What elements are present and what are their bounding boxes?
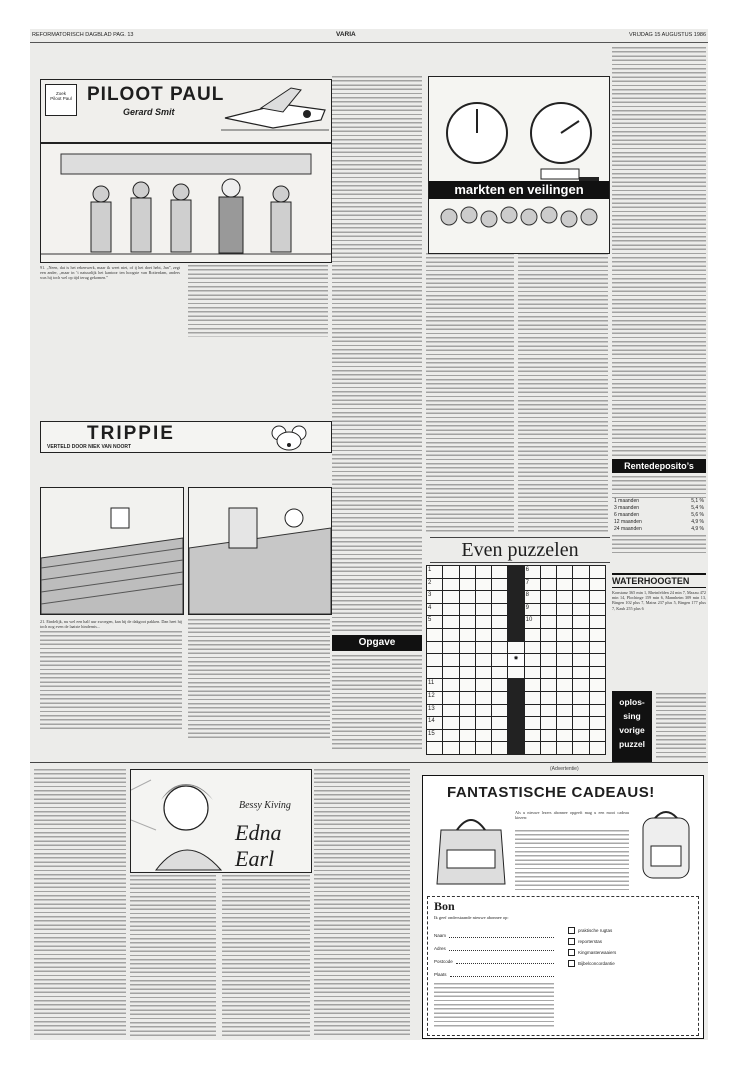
puzzle-cell[interactable] (508, 742, 523, 754)
puzzle-cell[interactable] (460, 604, 475, 616)
opgave-text (332, 655, 422, 751)
puzzle-cell[interactable] (525, 629, 540, 641)
trippie-roof-drawing-1 (41, 488, 183, 614)
checkbox-icon[interactable] (568, 938, 575, 945)
puzzle-cell[interactable] (492, 730, 507, 742)
puzzle-cell[interactable] (557, 566, 572, 578)
puzzle-cell[interactable] (492, 604, 507, 616)
puzzle-cell[interactable] (557, 629, 572, 641)
puzzle-cell[interactable] (525, 654, 540, 666)
puzzle-cell[interactable] (541, 717, 556, 729)
puzzle-cell[interactable] (492, 717, 507, 729)
puzzle-cell[interactable] (590, 566, 605, 578)
rente-rate: 4,9 % (691, 519, 704, 525)
puzzle-cell[interactable] (492, 742, 507, 754)
puzzle-cell[interactable] (492, 667, 507, 679)
puzzle-cell[interactable]: 9 (525, 604, 540, 616)
puzzle-cell[interactable] (443, 566, 458, 578)
puzzle-cell[interactable] (460, 629, 475, 641)
puzzle-cell[interactable] (476, 692, 491, 704)
serial-title: Edna Earl (235, 820, 282, 871)
puzzle-cell[interactable] (573, 616, 588, 628)
puzzle-cell[interactable] (460, 667, 475, 679)
puzzle-cell[interactable] (557, 579, 572, 591)
bon-field-input[interactable] (449, 931, 554, 938)
bon-coupon[interactable] (427, 896, 699, 1036)
rente-table (612, 498, 706, 533)
rente-footnote (612, 535, 706, 555)
puzzle-cell[interactable] (590, 642, 605, 654)
puzzle-cell[interactable] (476, 566, 491, 578)
puzzle-cell[interactable] (460, 742, 475, 754)
puzzle-cell[interactable] (443, 742, 458, 754)
puzzle-cell[interactable]: 4 (427, 604, 442, 616)
puzzle-cell[interactable] (573, 717, 588, 729)
puzzle-cell[interactable] (541, 579, 556, 591)
bon-option-label: praktische rugtas (578, 928, 613, 933)
right-report-col (612, 47, 706, 457)
puzzle-cell[interactable] (460, 591, 475, 603)
puzzle-cell[interactable] (460, 654, 475, 666)
puzzle-cell[interactable] (443, 591, 458, 603)
piloot-paul-header (40, 79, 332, 143)
puzzle-cell[interactable] (590, 591, 605, 603)
puzzle-cell[interactable] (443, 692, 458, 704)
bon-option[interactable] (568, 936, 692, 947)
checkbox-icon[interactable] (568, 960, 575, 967)
puzzle-cell[interactable] (525, 705, 540, 717)
puzzle-cell[interactable] (460, 692, 475, 704)
piloot-caption-text: 91. „Neen, dat is het rekenwerk, maar ik weet niet, of ij het doet hebt, Jan”, zegt een ander, „maar in ’t natuurlijk het kantoor ten hoogste van Rotterdam, anders was hij toch wel op tijd terug gekomen.” (40, 265, 180, 281)
cadeaus-intro-text: Als u nieuwe lezers abonnee opgeeft mag u een mooi cadeau kiezen: (515, 810, 629, 821)
bon-title: Bon (434, 899, 455, 913)
water-title: WATERHOOGTEN (612, 573, 706, 588)
puzzle-cell[interactable] (573, 579, 588, 591)
puzzle-cell[interactable] (492, 579, 507, 591)
trippie-subtitle: VERTELD DOOR NIEK VAN NOORT (47, 444, 132, 450)
rente-term: 3 maanden (614, 505, 640, 511)
piloot-paul-panel (40, 143, 332, 263)
bon-fields (434, 925, 554, 977)
puzzle-cell[interactable] (508, 730, 523, 742)
checkbox-icon[interactable] (568, 927, 575, 934)
puzzle-cell[interactable] (427, 667, 442, 679)
bon-option[interactable] (568, 947, 692, 958)
header-center: VARIA (336, 31, 356, 38)
puzzle-cell[interactable] (590, 742, 605, 754)
puzzle-cell[interactable]: 12 (427, 692, 442, 704)
puzzle-cell[interactable]: 11 (427, 679, 442, 691)
header-left: REFORMATORISCH DAGBLAD PAG. 13 (32, 32, 134, 38)
puzzle-cell[interactable] (573, 604, 588, 616)
puzzle-cell[interactable] (508, 667, 523, 679)
cadeaus-options-text (515, 830, 629, 890)
puzzle-cell[interactable] (443, 654, 458, 666)
puzzle-cell[interactable] (525, 667, 540, 679)
puzzle-cell[interactable] (541, 654, 556, 666)
puzzle-cell[interactable] (557, 654, 572, 666)
puzzle-cell[interactable] (573, 730, 588, 742)
puzzle-cell[interactable] (443, 730, 458, 742)
puzzle-cell[interactable] (443, 629, 458, 641)
market-report-col3 (518, 253, 608, 533)
oplossing-box (612, 691, 652, 763)
rente-row (612, 512, 706, 519)
puzzle-cell[interactable] (541, 616, 556, 628)
puzzle-cell[interactable]: 15 (427, 730, 442, 742)
rente-rate: 5,4 % (691, 505, 704, 511)
puzzle-cell[interactable] (476, 679, 491, 691)
page-header (30, 29, 708, 43)
cadeaus-intro (515, 810, 629, 826)
puzzle-cell[interactable] (541, 667, 556, 679)
puzzle-cell[interactable] (508, 604, 523, 616)
advertentie-label: (Advertentie) (550, 766, 579, 772)
puzzle-cell[interactable] (427, 629, 442, 641)
rente-term: 1 maanden (614, 498, 640, 504)
puzzle-cell[interactable] (590, 616, 605, 628)
puzzle-cell[interactable] (557, 604, 572, 616)
rente-term: 12 maanden (614, 519, 642, 525)
puzzle-cell[interactable] (492, 629, 507, 641)
bon-field-row[interactable] (434, 925, 554, 938)
trippie-caption-col2 (188, 619, 330, 739)
bon-field-label: Postcode (434, 959, 453, 964)
rente-row (612, 498, 706, 505)
trippie-caption-text: 21. Eindelijk, nu wel een half uur zwoegen, kan hij de dakgoot pakken. Dan heet hij toch nog even de laatste hindernis... (40, 619, 182, 630)
market-report-col2 (426, 253, 514, 533)
bon-field-row[interactable] (434, 964, 554, 977)
puzzle-cell[interactable] (508, 692, 523, 704)
puzzle-cell[interactable] (492, 566, 507, 578)
bon-options (568, 925, 692, 969)
puzzel-title: Even puzzelen (430, 537, 610, 563)
puzzle-cell[interactable] (573, 629, 588, 641)
puzzle-cell[interactable] (460, 616, 475, 628)
puzzle-cell[interactable] (427, 642, 442, 654)
puzzle-cell[interactable] (573, 679, 588, 691)
puzzle-cell[interactable] (460, 730, 475, 742)
bon-field-input[interactable] (449, 944, 554, 951)
puzzle-cell[interactable] (525, 642, 540, 654)
puzzle-cell[interactable] (443, 616, 458, 628)
edna-earl-illustration (130, 769, 312, 873)
puzzle-cell[interactable] (492, 705, 507, 717)
puzzle-cell[interactable] (460, 566, 475, 578)
puzzle-cell[interactable]: 8 (525, 591, 540, 603)
puzzle-cell[interactable] (573, 642, 588, 654)
puzzle-cell[interactable] (443, 642, 458, 654)
cadeaus-advertisement (422, 775, 704, 1039)
puzzle-cell[interactable] (573, 742, 588, 754)
puzzle-cell[interactable] (443, 717, 458, 729)
rente-term: 24 maanden (614, 526, 642, 532)
puzzle-cell[interactable] (557, 692, 572, 704)
puzzle-cell[interactable] (508, 642, 523, 654)
oplossing-line-4: puzzel (619, 739, 645, 749)
rente-rate: 5,6 % (691, 512, 704, 518)
badge-line-1: Zoek (55, 91, 66, 96)
puzzle-cell[interactable] (476, 616, 491, 628)
puzzle-cell[interactable] (443, 705, 458, 717)
puzzle-cell[interactable] (492, 616, 507, 628)
puzzle-cell[interactable] (557, 717, 572, 729)
puzzle-cell[interactable]: 3 (427, 591, 442, 603)
trippie-roof-drawing-2 (189, 488, 331, 614)
puzzle-cell[interactable] (541, 642, 556, 654)
puzzle-cell[interactable] (508, 717, 523, 729)
puzzle-cell[interactable] (590, 717, 605, 729)
puzzle-cell[interactable] (476, 667, 491, 679)
puzzle-cell[interactable] (508, 705, 523, 717)
bon-option[interactable] (568, 925, 692, 936)
puzzle-cell[interactable] (460, 679, 475, 691)
puzzle-cell[interactable] (525, 679, 540, 691)
piloot-badge (45, 84, 77, 116)
opgave-title: Opgave (332, 635, 422, 651)
markten-title: markten en veilingen (429, 181, 609, 199)
trippie-caption-lines (40, 631, 182, 731)
bon-intro: Ik geef onderstaande nieuwe abonnee op: (434, 915, 509, 920)
puzzle-cell[interactable]: 13 (427, 705, 442, 717)
rente-title: Rentedeposito’s (612, 459, 706, 473)
puzzle-cell[interactable] (460, 579, 475, 591)
trippie-panel-2 (188, 487, 332, 615)
puzzle-cell[interactable] (573, 705, 588, 717)
bon-field-label: Adres (434, 946, 446, 951)
market-report-col1b (332, 537, 422, 631)
puzzle-cell[interactable] (460, 717, 475, 729)
puzzle-cell[interactable] (590, 730, 605, 742)
puzzle-cell[interactable] (590, 579, 605, 591)
oplossing-line-1: oplos- (619, 697, 645, 707)
bon-field-input[interactable] (450, 970, 554, 977)
backpack-illustration (633, 806, 699, 886)
puzzle-center-star: ✸ (508, 654, 523, 666)
puzzle-cell[interactable]: 6 (525, 566, 540, 578)
puzzle-cell[interactable]: 1 (427, 566, 442, 578)
oplossing-line-2: sing (623, 711, 641, 721)
puzzle-cell[interactable] (492, 654, 507, 666)
puzzle-cell[interactable] (525, 730, 540, 742)
puzzle-cell[interactable] (541, 692, 556, 704)
rente-row (612, 519, 706, 526)
puzzle-cell[interactable] (508, 616, 523, 628)
puzzle-cell[interactable] (443, 667, 458, 679)
rente-term: 6 maanden (614, 512, 640, 518)
puzzle-cell[interactable] (476, 730, 491, 742)
puzzle-cell[interactable] (590, 705, 605, 717)
newspaper-page (30, 29, 708, 1040)
bon-terms (434, 983, 554, 1029)
checkbox-icon[interactable] (568, 949, 575, 956)
puzzle-cell[interactable] (557, 705, 572, 717)
bon-option-label: reporterstas (578, 939, 603, 944)
puzzle-cell[interactable] (476, 717, 491, 729)
puzzle-cell[interactable] (573, 667, 588, 679)
markten-illustration (428, 76, 610, 254)
puzzle-grid[interactable] (426, 565, 606, 755)
puzzle-cell[interactable] (541, 629, 556, 641)
oplossing-text (656, 693, 706, 759)
puzzle-cell[interactable] (508, 629, 523, 641)
puzzle-cell[interactable] (443, 679, 458, 691)
puzzle-cell[interactable] (573, 692, 588, 704)
puzzle-cell[interactable] (525, 692, 540, 704)
water-lead: Konstanz 365 min 1, Rheinfelden 24 min 7, Maxau 472 min 14, Plochinge 159 min 6, Mannheim 309 min 13, Bingen 102 plus 7, Mainz 237 plus 5, Bingen 177 plus 7, Kaub 255 plus 6 (612, 590, 706, 611)
bon-field-row[interactable] (434, 938, 554, 951)
bon-field-label: Naam (434, 933, 447, 938)
puzzle-cell[interactable] (476, 629, 491, 641)
trippie-header (40, 421, 332, 453)
piloot-caption (40, 265, 180, 337)
puzzle-cell[interactable]: 14 (427, 717, 442, 729)
rentedeposito-box (612, 459, 706, 571)
bon-field-row[interactable] (434, 951, 554, 964)
author-name: Bessy Kiving (239, 800, 291, 811)
puzzle-cell[interactable]: 7 (525, 579, 540, 591)
puzzle-cell[interactable] (590, 679, 605, 691)
rente-rate: 4,9 % (691, 526, 704, 532)
trippie-title: TRIPPIE (87, 423, 175, 444)
puzzle-cell[interactable] (492, 591, 507, 603)
puzzle-cell[interactable] (557, 616, 572, 628)
puzzle-cell[interactable] (508, 566, 523, 578)
puzzle-cell[interactable] (590, 654, 605, 666)
puzzle-cell[interactable] (476, 654, 491, 666)
auction-clock-drawing (429, 77, 609, 253)
trippie-caption (40, 619, 182, 739)
puzzle-cell[interactable] (590, 604, 605, 616)
puzzle-cell[interactable] (476, 642, 491, 654)
puzzle-cell[interactable] (590, 692, 605, 704)
puzzle-cell[interactable] (541, 742, 556, 754)
puzzle-cell[interactable] (590, 629, 605, 641)
trippie-panel-1 (40, 487, 184, 615)
serial-col1 (34, 769, 126, 1037)
puzzle-cell[interactable] (508, 579, 523, 591)
section-divider (30, 762, 708, 763)
puzzle-cell[interactable] (476, 579, 491, 591)
rente-intro (612, 476, 706, 498)
bon-field-input[interactable] (456, 957, 554, 964)
puzzle-cell[interactable] (541, 591, 556, 603)
waterhoogten-box (612, 573, 706, 685)
puzzle-cell[interactable] (443, 579, 458, 591)
puzzle-cell[interactable] (541, 730, 556, 742)
puzzle-cell[interactable] (541, 566, 556, 578)
bon-option-label: Kingmasterwaaiers (578, 950, 617, 955)
puzzle-cell[interactable] (557, 591, 572, 603)
water-text (612, 590, 706, 680)
puzzle-cell[interactable] (492, 679, 507, 691)
oplossing-line-3: vorige (619, 725, 645, 735)
puzzle-cell[interactable] (476, 705, 491, 717)
badge-line-2: Piloot Paul (50, 96, 72, 101)
puzzle-cell[interactable]: 2 (427, 579, 442, 591)
puzzle-cell[interactable] (573, 566, 588, 578)
puzzle-cell[interactable] (492, 642, 507, 654)
serial-col2 (130, 875, 216, 1037)
piloot-author: Gerard Smit (123, 107, 175, 117)
puzzle-cell[interactable] (573, 591, 588, 603)
puzzle-cell[interactable] (460, 642, 475, 654)
puzzle-cell[interactable] (541, 604, 556, 616)
bon-option-label: Bijbelconcordantie (578, 961, 615, 966)
bag-illustration (431, 810, 511, 890)
piloot-caption-col2 (188, 265, 328, 337)
puzzle-cell[interactable] (427, 654, 442, 666)
cadeaus-title: FANTASTISCHE CADEAUS! (447, 784, 655, 801)
puzzle-cell[interactable] (557, 667, 572, 679)
puzzle-cell[interactable] (476, 604, 491, 616)
mouse-illustration (259, 423, 319, 451)
puzzle-cell[interactable] (476, 742, 491, 754)
header-right: VRIJDAG 15 AUGUSTUS 1986 (628, 32, 706, 38)
bon-option[interactable] (568, 958, 692, 969)
market-report-col1 (332, 76, 422, 532)
serial-col4 (314, 769, 410, 1037)
serial-col3 (222, 875, 310, 1037)
piloot-title: PILOOT PAUL (87, 84, 225, 105)
puzzle-cell[interactable] (590, 667, 605, 679)
puzzle-cell[interactable] (525, 717, 540, 729)
piloot-scene-drawing (41, 144, 331, 262)
airplane-illustration (221, 84, 329, 136)
puzzle-cell[interactable] (460, 705, 475, 717)
puzzle-cell[interactable] (557, 742, 572, 754)
puzzle-cell[interactable] (557, 642, 572, 654)
puzzle-cell[interactable] (443, 604, 458, 616)
bon-field-label: Plaats (434, 972, 447, 977)
rente-row (612, 505, 706, 512)
puzzle-cell[interactable] (508, 591, 523, 603)
puzzle-cell[interactable] (541, 679, 556, 691)
puzzle-cell[interactable]: 5 (427, 616, 442, 628)
rente-rate: 5,1 % (691, 498, 704, 504)
puzzle-cell[interactable] (541, 705, 556, 717)
puzzle-cell[interactable]: 10 (525, 616, 540, 628)
puzzle-cell[interactable] (525, 742, 540, 754)
puzzle-cell[interactable] (508, 679, 523, 691)
puzzle-cell[interactable] (557, 679, 572, 691)
puzzle-cell[interactable] (573, 654, 588, 666)
puzzle-cell[interactable] (557, 730, 572, 742)
rente-row (612, 526, 706, 533)
puzzle-cell[interactable] (476, 591, 491, 603)
puzzle-cell[interactable] (427, 742, 442, 754)
puzzle-cell[interactable] (492, 692, 507, 704)
